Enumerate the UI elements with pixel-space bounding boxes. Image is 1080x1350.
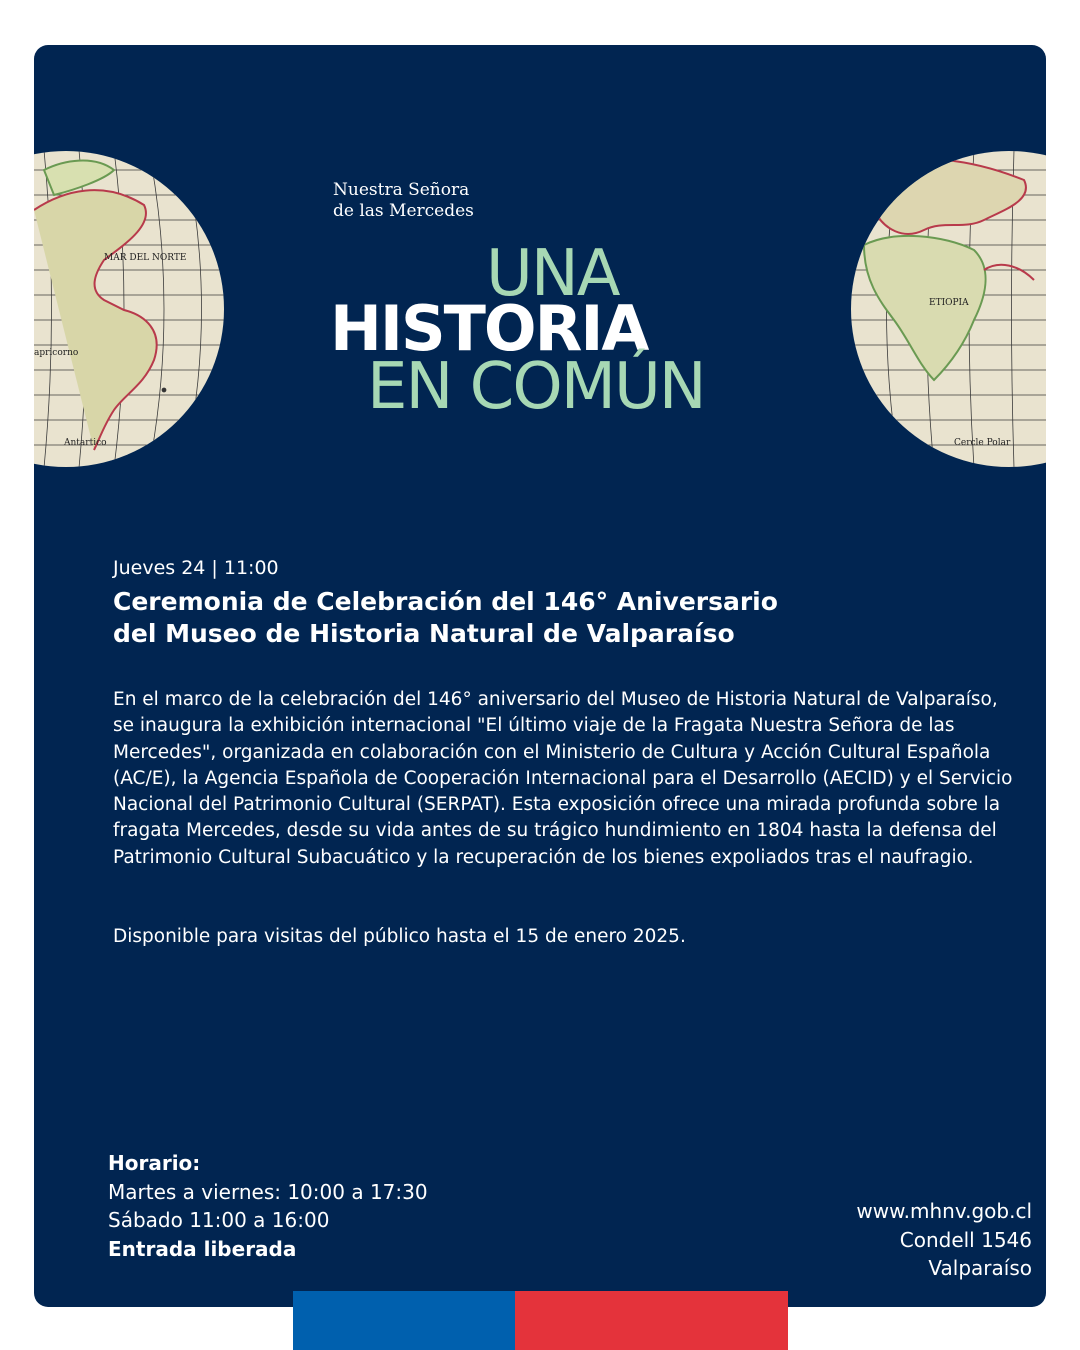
africa-map-icon: [834, 150, 1046, 468]
event-title-line-2: del Museo de Historia Natural de Valparaíso: [113, 619, 735, 648]
poster-card: [34, 45, 1046, 1307]
event-description: En el marco de la celebración del 146° aniversario del Museo de Historia Natural de Valparaíso, se inaugura la exhibición internacional "El último viaje de la Fragata Nuestra Señora de las Mercedes", organizada en colaboración con el Ministerio de Cultura y Acción Cultural Española (AC/E), la Agencia Española de Cooperación Internacional para el Desarrollo (AECID) y el Servicio Nacional del Patrimonio Cultural (SERPAT). Esta exposición ofrece una mirada profunda sobre la fragata Mercedes, desde su vida antes de su trágico hundimiento en 1804 hasta la defensa del Patrimonio Cultural Subacuático y la recuperación de los bienes expoliados tras el naufragio.: [113, 689, 1013, 868]
website-link[interactable]: www.mhnv.gob.cl: [856, 1199, 1032, 1223]
hours-label: Horario:: [108, 1151, 201, 1175]
americas-map-icon: [34, 150, 224, 468]
hours-saturday: Sábado 11:00 a 16:00: [108, 1208, 330, 1232]
hours-entry: Entrada liberada: [108, 1236, 297, 1261]
subtitle-line-1: Nuestra Señora: [333, 180, 470, 200]
title-en-comun: EN COMÚN: [367, 350, 705, 424]
map-label-mar-del-norte: MAR DEL NORTE: [104, 253, 187, 263]
contact-info: [856, 1197, 1032, 1283]
title-una: UNA: [486, 237, 619, 311]
map-label-capricornio: apricorno: [34, 348, 79, 358]
event-title-line-1: Ceremonia de Celebración del 146° Aniversario: [113, 587, 778, 616]
left-globe-map: [34, 150, 224, 468]
address: Condell 1546: [899, 1227, 1032, 1252]
hours-weekdays: Martes a viernes: 10:00 a 17:30: [108, 1179, 428, 1204]
city: Valparaíso: [928, 1256, 1032, 1280]
map-label-antartico: Antartico: [64, 438, 107, 448]
event-title: [113, 586, 873, 650]
map-label-etiopia: ETIOPIA: [929, 298, 969, 308]
event-availability: Disponible para visitas del público hasta el 15 de enero 2025.: [113, 926, 686, 947]
flag-stripe-red: [515, 1291, 788, 1350]
subtitle-line-2: de las Mercedes: [333, 201, 474, 221]
map-label-polar: Cercle Polar: [954, 438, 1011, 448]
title-historia: HISTORIA: [330, 292, 648, 365]
exhibition-subtitle: [333, 180, 474, 222]
event-date-time: Jueves 24 | 11:00: [113, 557, 279, 579]
opening-hours: [108, 1149, 428, 1263]
right-globe-map: [834, 150, 1046, 468]
flag-stripe-blue: [293, 1291, 515, 1350]
